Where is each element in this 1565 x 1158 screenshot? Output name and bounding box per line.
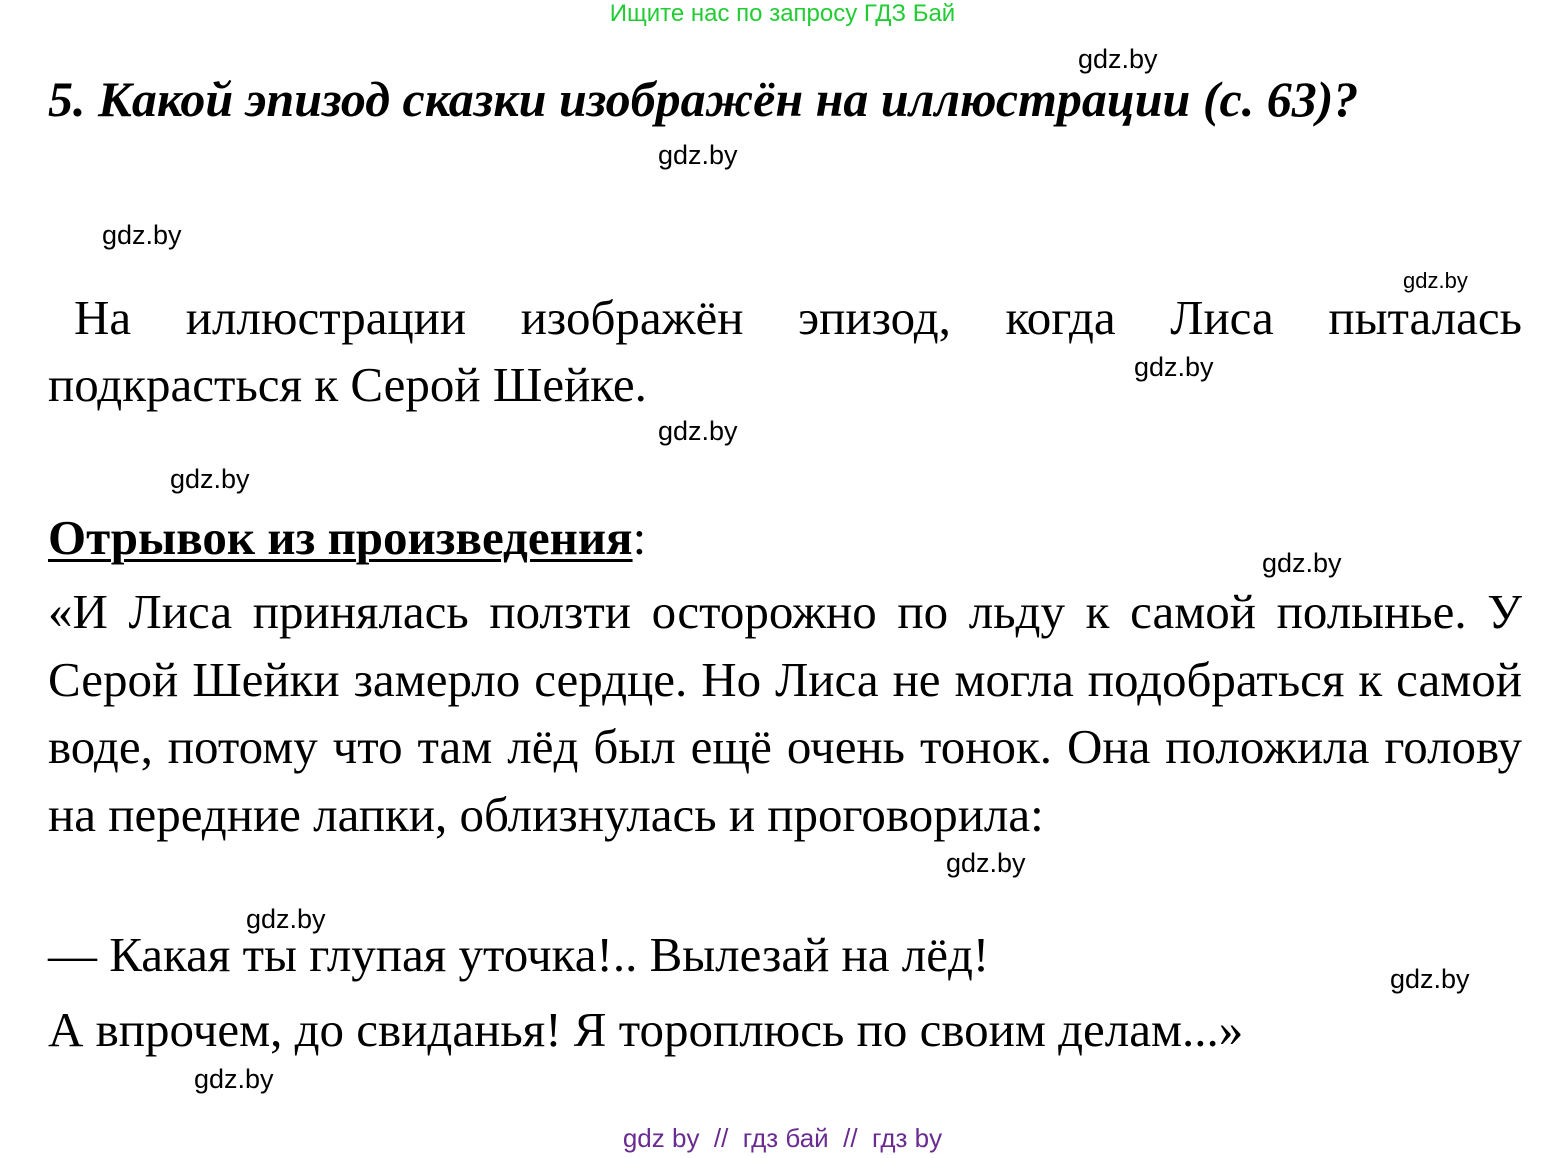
footer-text: gdz by // гдз бай // гдз by — [622, 1123, 943, 1153]
excerpt-paragraph: «И Лиса принялась ползти осторожно по льду к самой полынье. У Серой Шейки замерло сердце. Но Лиса не могла подобраться к самой воде, потому что там лёд был ещё очень тонок. Она положила голову на передние лапки, облизнулась и проговорила: — [48, 584, 1522, 842]
watermark: gdz.by — [658, 416, 738, 446]
answer-text: На иллюстрации изображён эпизод, когда Лиса пыталась подкрасться к Серой Шейке. — [48, 290, 1522, 412]
excerpt-line-2: А впрочем, до свиданья! Я тороплюсь по своим делам...» — [48, 1002, 1244, 1057]
excerpt-heading — [48, 504, 646, 571]
top-banner: Ищите нас по запросу ГДЗ Бай — [609, 0, 956, 27]
watermark: gdz.by — [170, 464, 250, 494]
watermark: gdz.by — [946, 848, 1026, 878]
watermark: gdz.by — [1403, 268, 1468, 293]
excerpt-heading-colon: : — [632, 510, 647, 565]
watermark: gdz.by — [1134, 352, 1214, 382]
watermark: gdz.by — [1262, 548, 1342, 578]
excerpt-heading-text: Отрывок из произведения — [48, 510, 633, 565]
watermark: gdz.by — [1390, 964, 1470, 994]
watermark: gdz.by — [102, 220, 182, 250]
footer-links — [0, 1125, 1565, 1151]
question-heading: 5. Какой эпизод сказки изображён на иллюстрации (с. 63)? — [48, 71, 1359, 127]
watermark: gdz.by — [658, 140, 738, 170]
excerpt-line-1: — Какая ты глупая уточка!.. Вылезай на лёд! — [48, 927, 990, 982]
watermark: gdz.by — [194, 1064, 274, 1094]
watermark: gdz.by — [1078, 44, 1158, 74]
watermark: gdz.by — [246, 904, 326, 934]
